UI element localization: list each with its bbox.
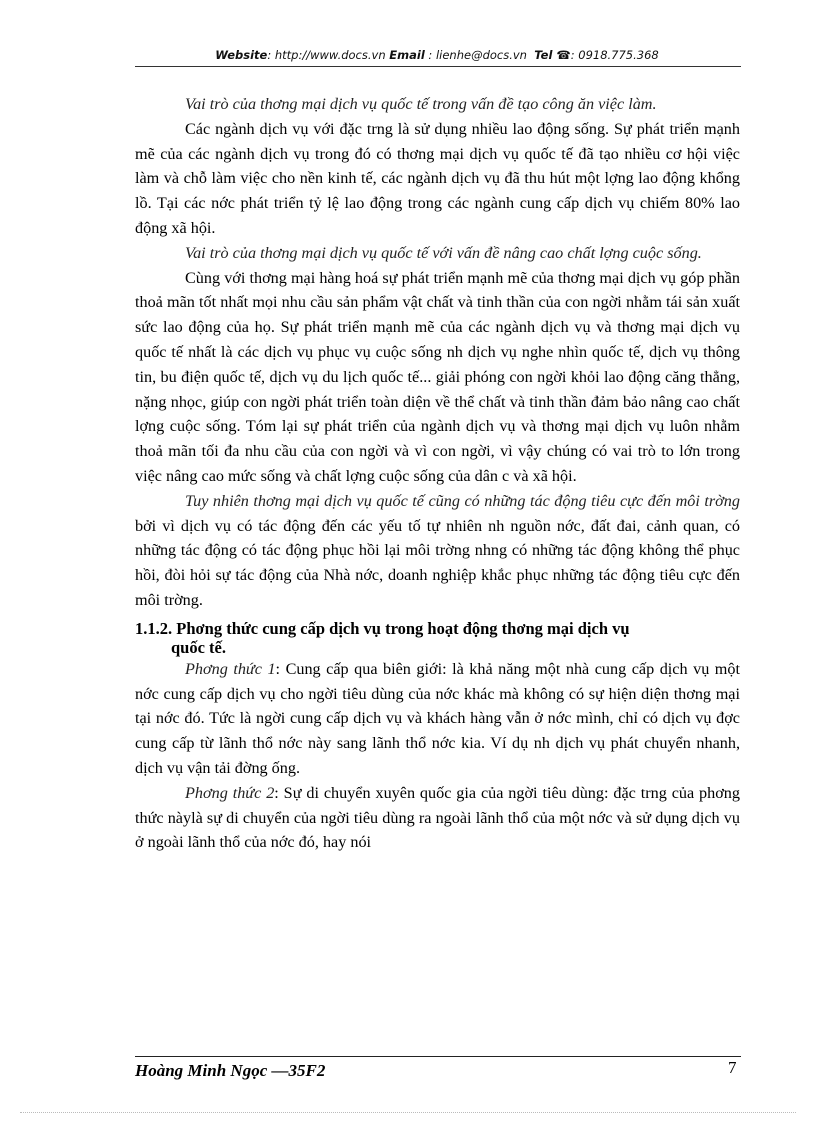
mode-1-label: Phơng thức 1: [185, 659, 276, 678]
paragraph-employment: Các ngành dịch vụ với đặc trng là sử dụng nhiều lao động sống. Sự phát triển mạnh mẽ của các ngành dịch vụ trong đó có thơng mại dịch vụ quốc tế đã tạo nhiều cơ hội việc làm và chỗ làm việc cho nền kinh tế, các ngành dịch vụ đã thu hút một lợng lao động khổng lồ. Tại các nớc phát triển tỷ lệ lao động trong các ngành cung cấp dịch vụ chiếm 80% lao động xã hội.: [135, 119, 740, 237]
email-value: : lienhe@docs.vn: [424, 48, 527, 62]
environment-intro: Tuy nhiên thơng mại dịch vụ quốc tế cũng có những tác động tiêu cực đến môi trờng: [185, 491, 740, 510]
page-number: 7: [728, 1058, 737, 1077]
subheading-quality-of-life: Vai trò của thơng mại dịch vụ quốc tế với vấn đề nâng cao chất lợng cuộc sống.: [185, 243, 702, 262]
paragraph-mode-1: [135, 657, 740, 781]
mode-1-text: : Cung cấp qua biên giới: là khả năng một nhà cung cấp dịch vụ một nớc cung cấp dịch vụ cho ngời tiêu dùng của nớc khác mà không có sự hiện diện thơng mại tại nớc đó. Tức là ngời cung cấp dịch vụ và khách hàng vẫn ở nớc mình, chỉ có dịch vụ đợc cung cấp từ lãnh thổ nớc này sang lãnh thổ nớc kia. Ví dụ nh dịch vụ phát chuyển nhanh, dịch vụ vận tải đờng ống.: [135, 659, 740, 777]
section-heading-line2: quốc tế.: [171, 637, 226, 657]
paragraph-environment: [135, 489, 740, 613]
paragraph-quality-of-life: Cùng với thơng mại hàng hoá sự phát triển mạnh mẽ của thơng mại dịch vụ góp phần thoả mãn tốt nhất mọi nhu cầu sản phẩm vật chất và tinh thần của con ngời nhằm tái sản xuất sức lao động của họ. Sự phát triển mạnh mẽ của các ngành dịch vụ và thơng mại dịch vụ quốc tế nhất là các dịch vụ phục vụ cuộc sống nh dịch vụ nghe nhìn quốc tế, dịch vụ thông tin, bu điện quốc tế, dịch vụ du lịch quốc tế... giải phóng con ngời khỏi lao động căng thẳng, nặng nhọc, giúp con ngời phát triển toàn diện về thể chất và tinh thần đảm bảo nâng cao chất lợng cuộc sống. Tóm lại sự phát triển của ngành dịch vụ và thơng mại dịch vụ luôn nhằm thoả mãn tối đa nhu cầu của con ngời và vì con ngời, vì vậy chúng có vai trò to lớn trong việc nâng cao mức sống và chất lợng cuộc sống của dân c và xã hội.: [135, 268, 740, 485]
footer-author: Hoàng Minh Ngọc —35F2: [135, 1061, 326, 1080]
footer-divider: [135, 1056, 741, 1057]
website-label: Website: [215, 48, 268, 62]
subheading-employment: Vai trò của thơng mại dịch vụ quốc tế trong vấn đề tạo công ăn việc làm.: [185, 95, 657, 113]
page-header: [135, 48, 739, 62]
tel-value: : 0918.775.368: [570, 48, 659, 62]
website-value: : http://www.docs.vn: [267, 48, 386, 62]
environment-text: bởi vì dịch vụ có tác động đến các yếu tố tự nhiên nh nguồn nớc, đất đai, cảnh quan, có những tác động có tác động phục hồi lại môi trờng nhng có những tác động không thể phục hồi, đòi hỏi sự tác động của Nhà nớc, doanh nghiệp khắc phục những tác động tiêu cực đến môi trờng.: [135, 516, 740, 609]
mode-2-text: : Sự di chuyển xuyên quốc gia của ngời tiêu dùng: đặc trng của phơng thức nàylà sự di chuyển của ngời tiêu dùng ra ngoài lãnh thổ của một nớc và sử dụng dịch vụ ở ngoài lãnh thổ của nớc đó, hay nói: [135, 783, 740, 852]
paragraph-mode-2: [135, 781, 740, 855]
section-heading: [135, 619, 740, 657]
tel-label: Tel ☎: [534, 48, 571, 62]
page-bottom-edge: [20, 1112, 796, 1113]
section-heading-line1: 1.1.2. Phơng thức cung cấp dịch vụ trong hoạt động thơng mại dịch vụ: [135, 618, 630, 638]
email-label: Email: [389, 48, 425, 62]
page-body: [135, 92, 740, 855]
mode-2-label: Phơng thức 2: [185, 783, 275, 802]
header-divider: [135, 66, 741, 67]
